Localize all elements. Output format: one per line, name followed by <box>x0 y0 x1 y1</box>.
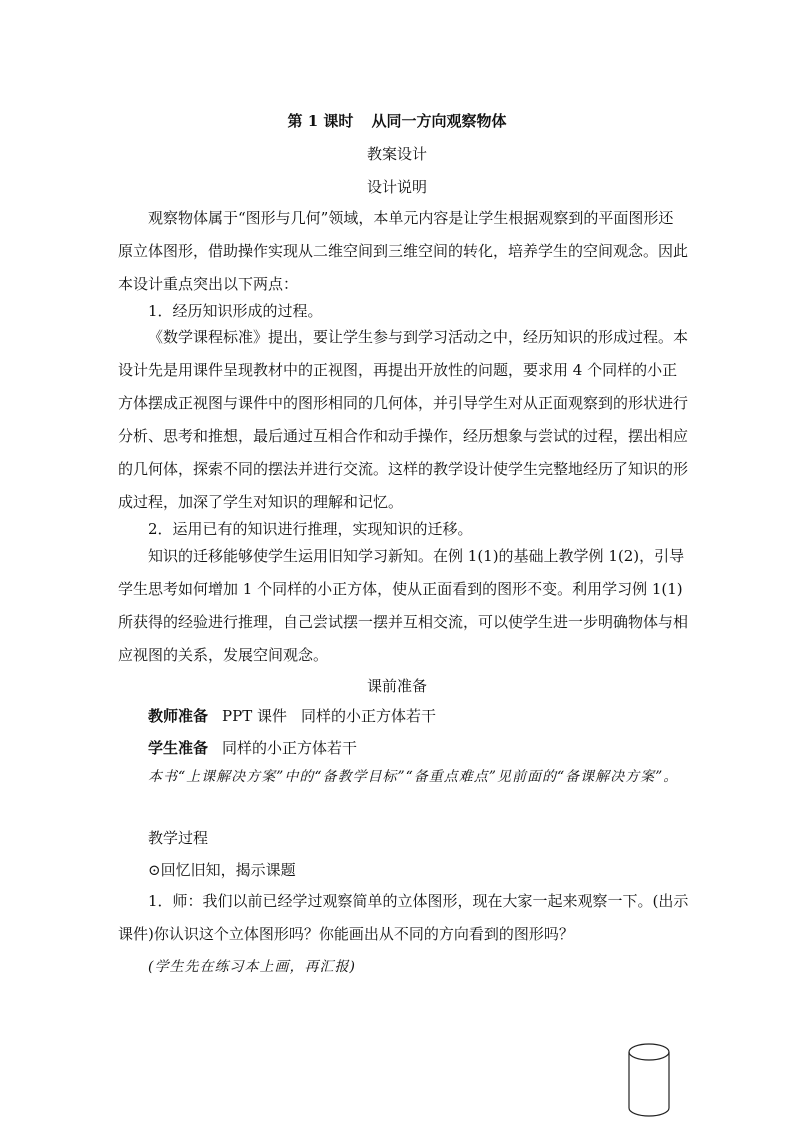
teacher-prep-label: 教师准备 <box>148 707 209 725</box>
paragraph-teacher-question: 1．师：我们以前已经学过观察简单的立体图形，现在大家一起来观察一下。(出示课件)你认识这个立体图形吗？你能画出从不同的方向看到的图形吗？ <box>118 892 689 943</box>
student-prep-item: 同样的小正方体若干 <box>222 739 358 757</box>
heading-design-notes: 设计说明 <box>366 178 427 196</box>
heading-pre-class: 课前准备 <box>366 677 427 695</box>
heading-teaching-process: 教学过程 <box>148 829 209 847</box>
lesson-title <box>0 110 794 131</box>
student-prep-label: 学生准备 <box>148 739 209 757</box>
paragraph-point-2: 2．运用已有的知识进行推理，实现知识的迁移。 <box>148 520 473 538</box>
section-review: ⊙回忆旧知，揭示课题 <box>148 861 296 879</box>
lesson-topic: 从同一方向观察物体 <box>371 112 507 130</box>
heading-design: 教案设计 <box>366 145 427 163</box>
teacher-prep-item: 同样的小正方体若干 <box>300 707 436 725</box>
cylinder-icon <box>627 1042 671 1120</box>
student-preparation <box>148 737 357 758</box>
lesson-number: 第 1 课时 <box>287 112 354 130</box>
teacher-preparation <box>148 705 436 726</box>
paragraph-intro: 观察物体属于“图形与几何”领域，本单元内容是让学生根据观察到的平面图形还原立体图形，借助操作实现从二维空间到三维空间的转化，培养学生的空间观念。因此本设计重点突出以下两点： <box>118 209 689 293</box>
paragraph-point-1: 1．经历知识形成的过程。 <box>148 302 323 320</box>
paragraph-point-1-body: 《数学课程标准》提出，要让学生参与到学习活动之中，经历知识的形成过程。本设计先是用课件呈现教材中的正视图，再提出开放性的问题，要求用 4 个同样的小正方体摆成正视图与课件中的图形相同的几何体，并引导学生对从正面观察到的形状进行分析、思考和推想，最后通过互相合作和动手操作，经历想象与尝试的过程，摆出相应的几何体，探索不同的摆法并进行交流。这样的教学设计使学生完整地经历了知识的形成过程，加深了学生对知识的理解和记忆。 <box>118 328 689 511</box>
paragraph-point-2-body: 知识的迁移能够使学生运用旧知学习新知。在例 1(1)的基础上教学例 1(2)，引导学生思考如何增加 1 个同样的小正方体，使从正面看到的图形不变。利用学习例 1(1)所获得的经验进行推理，自己尝试摆一摆并互相交流，可以使学生进一步明确物体与相应视图的关系，发展空间观念。 <box>118 547 689 664</box>
teacher-prep-item: PPT 课件 <box>222 707 287 725</box>
student-activity-note: (学生先在练习本上画，再汇报) <box>148 959 356 975</box>
reference-note: 本书“上课解决方案”中的“备教学目标”“备重点难点”见前面的“备课解决方案”。 <box>148 769 679 785</box>
